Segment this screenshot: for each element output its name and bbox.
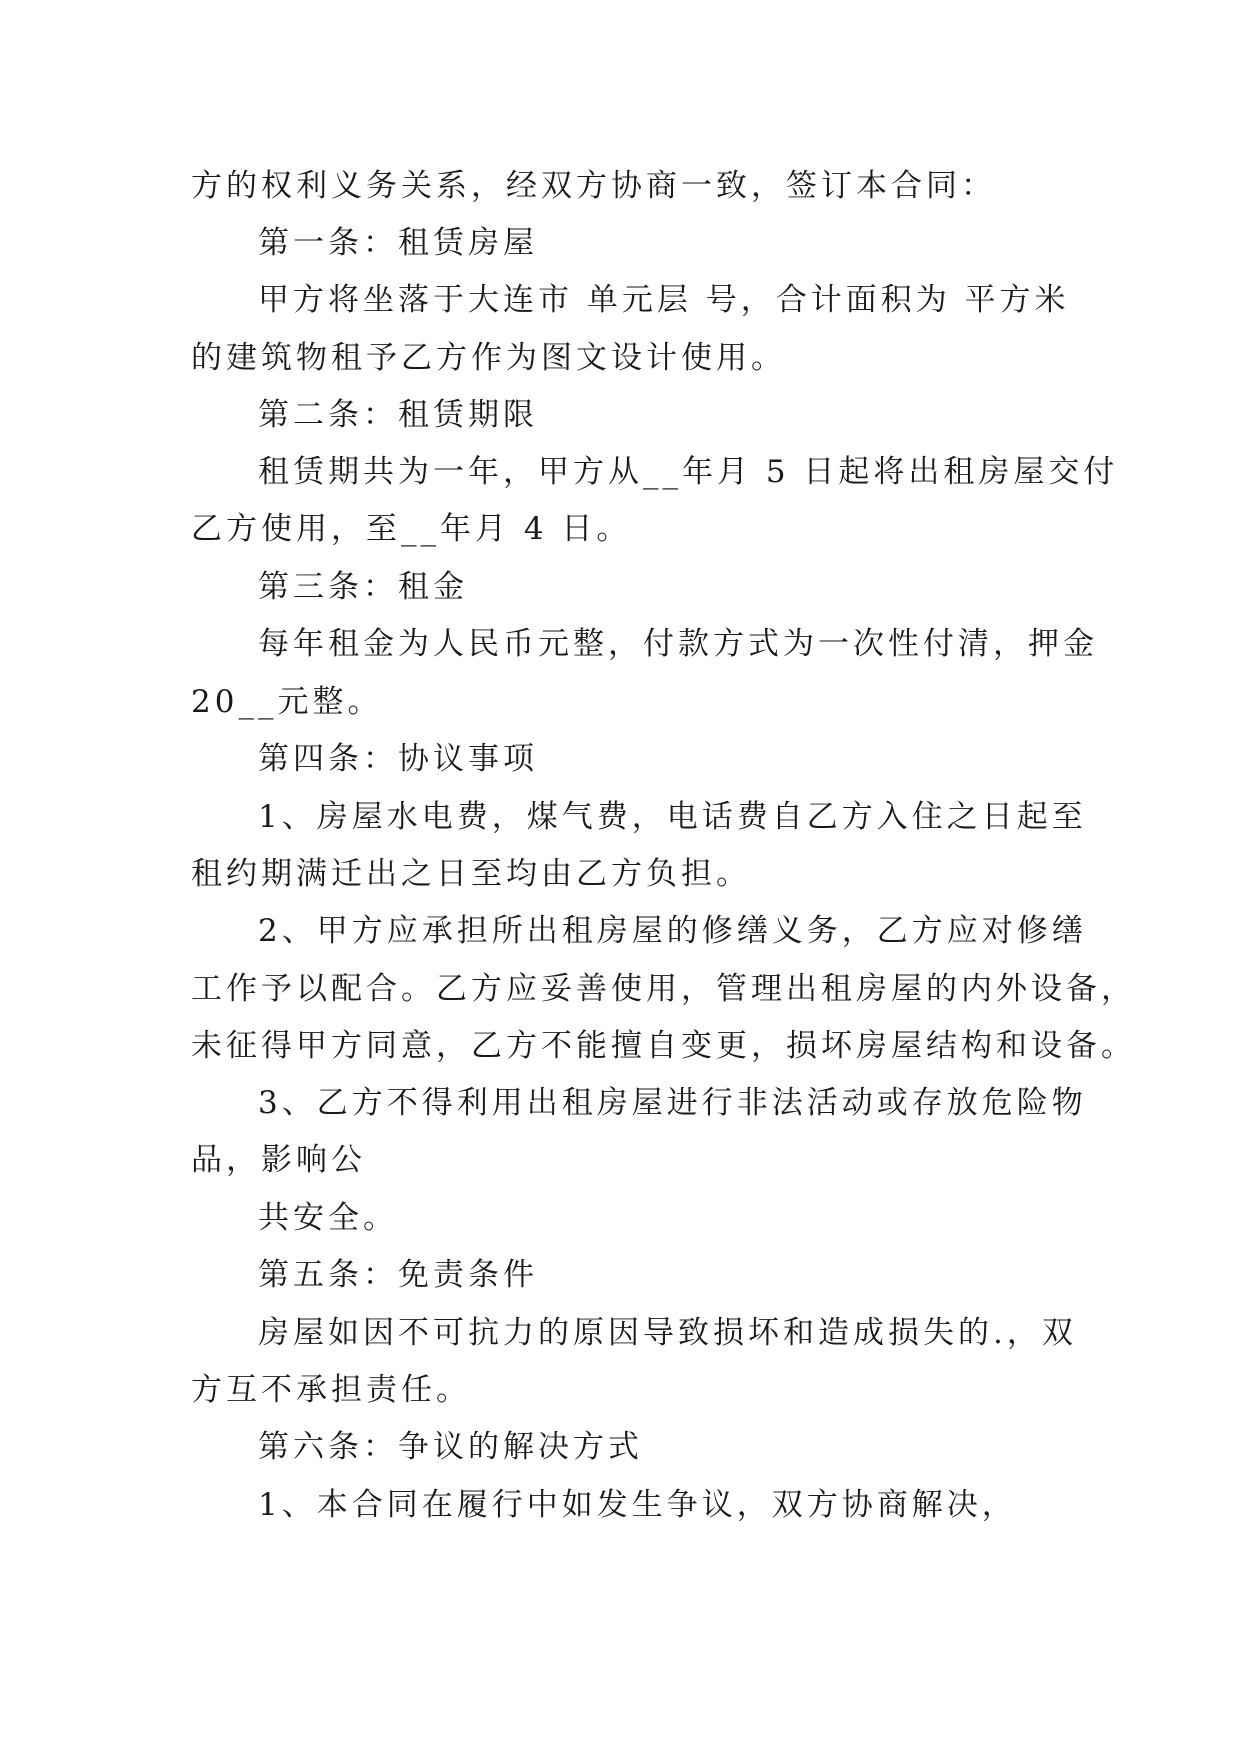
section-heading: 第五条：免责条件	[258, 1257, 538, 1293]
text-line: 租约期满迁出之日至均由乙方负担。	[191, 856, 751, 892]
text-line: 工作予以配合。乙方应妥善使用，管理出租房屋的内外设备，	[191, 971, 1136, 1007]
text-line: 甲方将坐落于大连市 单元层 号，合计面积为 平方米	[258, 282, 1070, 318]
text-line: 共安全。	[258, 1200, 398, 1236]
text-line: 20__元整。	[191, 684, 383, 720]
text-line: 乙方使用，至__年月 4 日。	[191, 511, 632, 547]
text-line: 方的权利义务关系，经双方协商一致，签订本合同：	[191, 168, 996, 204]
section-heading: 第三条：租金	[258, 569, 468, 605]
section-heading: 第六条：争议的解决方式	[258, 1429, 643, 1465]
text-line: 1、房屋水电费，煤气费，电话费自乙方入住之日起至	[258, 799, 1087, 835]
text-line: 未征得甲方同意，乙方不能擅自变更，损坏房屋结构和设备。	[191, 1028, 1136, 1064]
text-line: 方互不承担责任。	[191, 1372, 471, 1408]
text-line: 品，影响公	[191, 1142, 366, 1178]
text-line: 2、甲方应承担所出租房屋的修缮义务，乙方应对修缮	[258, 913, 1087, 949]
section-heading: 第二条：租赁期限	[258, 397, 538, 433]
section-heading: 第一条：租赁房屋	[258, 225, 538, 261]
text-line: 1、本合同在履行中如发生争议，双方协商解决，	[258, 1487, 1017, 1523]
section-heading: 第四条：协议事项	[258, 741, 538, 777]
text-line: 的建筑物租予乙方作为图文设计使用。	[191, 340, 786, 376]
text-line: 租赁期共为一年，甲方从__年月 5 日起将出租房屋交付	[258, 454, 1119, 490]
text-line: 房屋如因不可抗力的原因导致损坏和造成损失的.，双	[258, 1315, 1077, 1351]
text-line: 3、乙方不得利用出租房屋进行非法活动或存放危险物	[258, 1085, 1087, 1121]
text-line: 每年租金为人民币元整，付款方式为一次性付清，押金	[258, 626, 1098, 662]
